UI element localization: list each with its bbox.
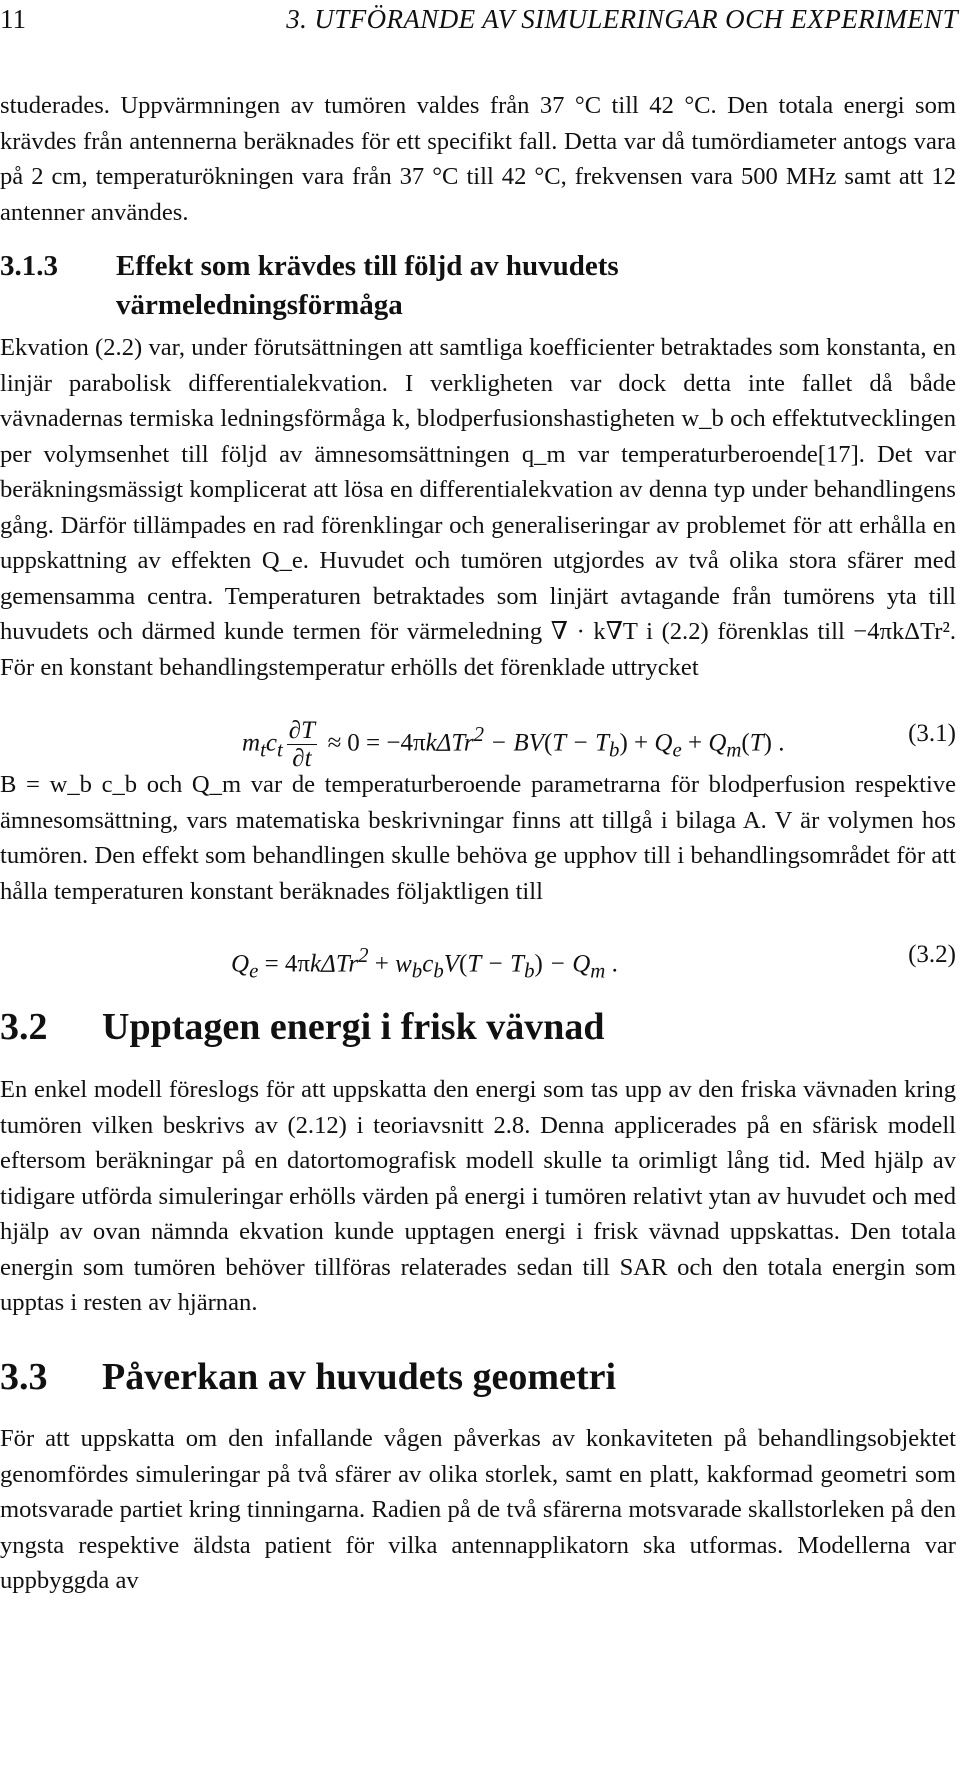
paragraph-parameters: B = w_b c_b och Q_m var de temperaturberoende parametrarna för blodperfusion respektive ämnesomsättning, vars matematiska beskrivningar finns att tillgå i bilaga A. V är volymen hos tumören. Den effekt som behandlingen skulle behöva ge upphov till i behandlingsområdet för att hålla temperaturen konstant beräknades följaktligen till (0, 771, 956, 905)
section-number: 3.2 (0, 1006, 48, 1048)
paragraph-heat-conduction: Ekvation (2.2) var, under förutsättningen att samtliga koefficienter betraktades som konstanta, en linjär parabolisk differentialekvation. I verkligheten var dock detta inte fallet då både vävnadernas termiska ledningsförmåga k, blodperfusionshastigheten w_b och effektutvecklingen per volymsenhet till följd av ämnesomsättningen q_m var temperaturberoende[17]. Det var beräkningsmässigt komplicerat att lösa en differentialekvation av denna typ under behandlingens gång. Därför tillämpades en rad förenklingar och generaliseringar av problemet för att erhålla en uppskattning av effekten Q_e. Huvudet och tumören utgjordes av två olika stora sfärer med gemensamma centra. Temperaturen betraktades som linjärt avtagande från tumörens yta till huvudets och därmed kunde termen för värmeledning ∇ · k∇T i (2.2) förenklas till −4πkΔTr². För en konstant behandlingstemperatur erhölls det förenklade uttrycket (0, 334, 956, 681)
equation-3-2-number: (3.2) (908, 941, 956, 968)
equation-3-2-formula: $Q_e = 4\pi k\Delta Tr^2 + w_bc_bV(T - T_b) - Q_m$ . (231, 943, 618, 983)
paragraph-intro: studerades. Uppvärmningen av tumören valdes från 37 °C till 42 °C. Den totala energi som krävdes från antennerna beräknades för ett specifikt fall. Detta var då tumördiameter antogs vara på 2 cm, temperaturökningen vara från 37 °C till 42 °C, frekvensen vara 500 MHz samt att 12 antenner användes. (0, 92, 956, 226)
section-number: 3.3 (0, 1356, 48, 1398)
running-title: 3. UTFÖRANDE AV SIMULERINGAR OCH EXPERIMENT (286, 4, 958, 34)
equation-3-1 (0, 704, 956, 773)
section-title: Påverkan av huvudets geometri (102, 1356, 617, 1398)
running-header (0, 2, 958, 36)
equation-3-1-formula: $m_tc_t$ $\frac{\partial T}{\partial t}$ ≈ $0 = -4\pi k\Delta Tr^2 - BV(T - T_b) + Q_e + Q_m(T)$ . (242, 716, 785, 773)
paragraph-healthy-tissue: En enkel modell föreslogs för att uppskatta den energi som tas upp av den friska vävnaden kring tumören vilken beskrivs av (2.12) i teoriavsnitt 2.8. Denna applicerades på en sfärisk modell eftersom beräkningar på en datortomografisk modell skulle ta orimligt lång tid. Med hjälp av tidigare utförda simuleringar erhölls värden på energi i tumören relativt ytan av huvudet och med hjälp av ovan nämnda ekvation kunde upptagen energi i frisk vävnad uppskattas. Den totala energin som tumören behöver tillföras relaterades sedan till SAR och den totala energin som upptas i resten av hjärnan. (0, 1076, 956, 1316)
section-title: Upptagen energi i frisk vävnad (102, 1006, 605, 1048)
subsection-title: Effekt som krävdes till följd av huvudets värmeledningsförmåga (116, 250, 619, 321)
paragraph-head-geometry: För att uppskatta om den infallande vågen påverkas av konkaviteten på behandlingsobjektet genomfördes simuleringar på två sfärer av olika storlek, samt en platt, kakformad geometri som motsvarade partiet kring tinningarna. Radien på de två sfärerna motsvarade skallstorleken på den yngsta respektive äldsta patient för vilka antennapplikatorn ska utformas. Modellerna var uppbyggda av (0, 1425, 956, 1594)
page-number: 11 (0, 4, 26, 34)
equation-3-2 (0, 925, 956, 985)
equation-3-1-number: (3.1) (908, 720, 956, 747)
subsection-number: 3.1.3 (0, 250, 58, 282)
